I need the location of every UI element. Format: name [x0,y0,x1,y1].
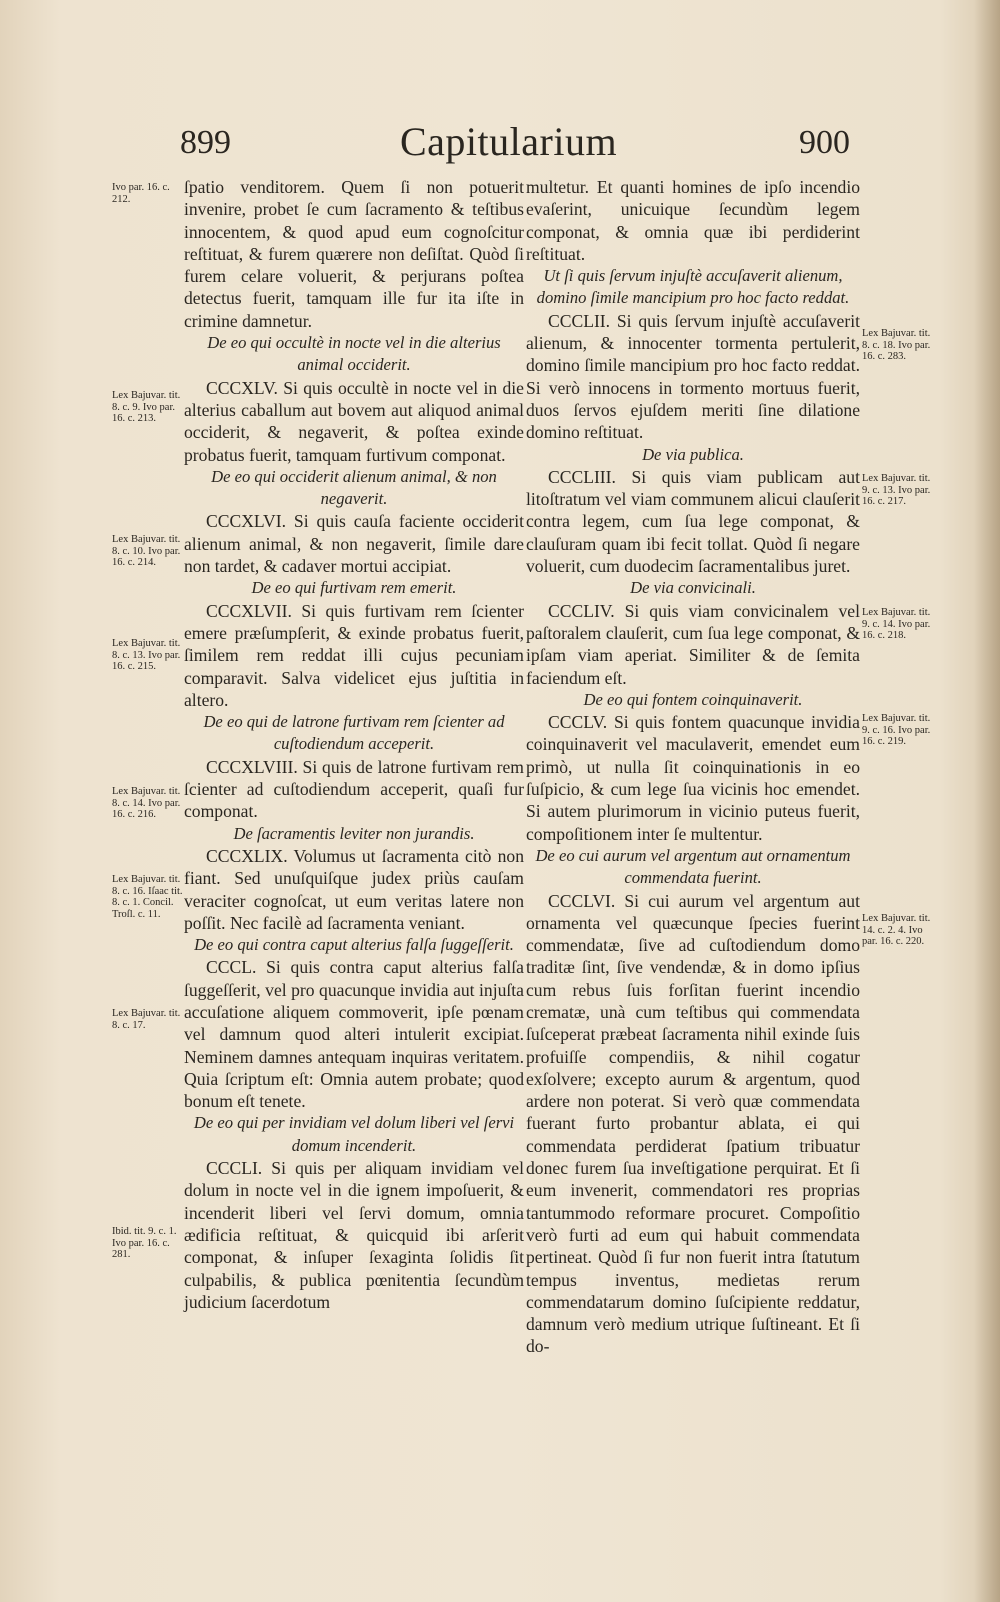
chapter-rubric: De eo qui de latrone furtivam rem ſcienter ad cuſtodiendum acceperit. [203,712,505,754]
page-number-left: 899 [180,124,231,161]
chapter-paragraph: CCCL. Si quis contra caput alterius falſa ſuggeſſerit, vel pro quacunque invidia aut injuſta accuſatione aliquem commoverit, ipſe pœnam vel damnum quod alteri intulerit excipiat. Neminem damnes antequam inquiras veritatem. Quia ſcriptum eſt: Omnia autem probate; quod bonum eſt tenete. [184,957,524,1112]
margin-citation: Lex Bajuvar. tit. 14. c. 2. 4. Ivo par. 16. c. 220. [862,913,931,947]
left-text-column [184,176,524,1313]
chapter-paragraph: CCCLIII. Si quis viam publicam aut litoſtratum vel viam communem alicui clauſerit contra legem, cum ſua lege componat, & clauſuram quam ibi fecit tollat. Quòd ſi negare voluerit, cum duodecim ſacramentalibus juret. [526,466,860,577]
chapter-paragraph: CCCLV. Si quis fontem quacunque invidia coinquinaverit vel maculaverit, emendet eum primò, ut nulla ſit coinquinationis in eo ſuſpicio, & cum lege ſua vicinis hoc emendet. Si autem plurimorum in vicinio puteus fuerit, compoſitionem inter ſe multentur. [526,712,860,844]
chapter-rubric: De eo qui per invidiam vel dolum liberi vel ſervi domum incenderit. [193,1113,515,1155]
chapter-paragraph: CCCLVI. Si cui aurum vel argentum aut ornamenta vel quæcunque ſpecies fuerint commendatæ, ſive ad cuſtodiendum domo traditæ ſint, ſive vendendæ, & in domo ipſius cum rebus ſuis forſitan fuerint incendio crematæ, unà cum teſtibus qui commendata ſuſceperat præbeat ſacramenta nihil exinde ſuis profuiſſe compendiis, & nihil cogatur exſolvere; excepto aurum & argentum, quod ardere non poterat. Si verò quæ commendata fuerant furto probantur ablata, ei qui commendata perdiderat ſpatium tribuatur donec furem ſua inveſtigatione perquirat. Et ſi eum invenerit, commendatori res proprias tantummodo reformare procuret. Compoſitio verò furti ad eum qui habuit commendata pertineat. Quòd ſi fur non fuerit intra ſtatutum tempus inventus, medietas rerum commendatarum domino ſuſcipiente reddatur, damnum verò medium utrique ſuſtineant. Et ſi do- [526,890,860,1357]
margin-citation: Lex Bajuvar. tit. 8. c. 10. Ivo par. 16. c. 214. [112,534,181,568]
chapter-rubric: Ut ſi quis ſervum injuſtè accuſaverit alienum, domino ſimile mancipium pro hoc facto reddat. [536,266,850,308]
margin-citation: Lex Bajuvar. tit. 9. c. 13. Ivo par. 16. c. 217. [862,473,931,507]
chapter-rubric: De via publica. [642,444,744,464]
margin-citation: Lex Bajuvar. tit. 9. c. 14. Ivo par. 16. c. 218. [862,607,931,641]
right-text-column [526,176,860,1358]
chapter-paragraph: CCCXLVII. Si quis furtivam rem ſcienter emere præſumpſerit, & exinde probatus fuerit, ſimilem rem reddat illi cujus pecuniam comparavit. Salva videlicet ejus juſtitia in altero. [184,600,524,710]
chapter-rubric: De via convicinali. [630,578,756,598]
chapter-rubric: De ſacramentis leviter non jurandis. [233,823,475,843]
margin-citation: Ivo par. 16. c. 212. [112,182,170,205]
page-edge-shadow [974,0,1000,1602]
chapter-rubric: De eo qui contra caput alterius falſa ſuggeſſerit. [194,935,514,955]
chapter-paragraph: CCCLII. Si quis ſervum injuſtè accuſaverit alienum, & innocenter tormenta pertulerit, domino ſimile mancipium pro hoc facto reddat. Si verò innocens in tormento mortuus fuerit, duos ſervos ejuſdem meriti ſine dilatione domino reſtituat. [526,310,860,443]
margin-citation: Lex Bajuvar. tit. 8. c. 18. Ivo par. 16. c. 283. [862,328,931,362]
chapter-paragraph: ſpatio venditorem. Quem ſi non potuerit invenire, probet ſe cum ſacramento & teſtibus innocentem, & quod apud eum cognoſcitur reſtituat, & furem quærere non deſiſtat. Quòd ſi furem celare voluerit, & perjurans poſtea detectus fuerit, tamquam ille fur ita iſte in crimine damnetur. [184,177,524,331]
page-number-right: 900 [799,124,850,161]
chapter-rubric: De eo qui occultè in nocte vel in die alterius animal occiderit. [207,333,501,375]
chapter-paragraph: CCCXLV. Si quis occultè in nocte vel in die alterius caballum aut bovem aut aliquod animal occiderit, & negaverit, & poſtea exinde probatus fuerit, tamquam furtivum componat. [184,377,524,465]
margin-citation: Lex Bajuvar. tit. 8. c. 14. Ivo par. 16. c. 216. [112,786,181,820]
margin-citation: Lex Bajuvar. tit. 9. c. 16. Ivo par. 16. c. 219. [862,713,931,747]
chapter-paragraph: multetur. Et quanti homines de ipſo incendio evaſerint, unicuique ſecundùm legem componat, & omnia quæ ibi perdiderint reſtituat. [526,177,860,264]
margin-citation: Lex Bajuvar. tit. 8. c. 16. Iſaac tit. 8. c. 1. Concil. Troſl. c. 11. [112,874,183,920]
chapter-paragraph: CCCXLVI. Si quis cauſa faciente occiderit alienum animal, & non negaverit, ſimile dare non tardet, & cadaver mortui accipiat. [184,511,524,577]
margin-citation: Ibid. tit. 9. c. 1. Ivo par. 16. c. 281. [112,1226,177,1260]
chapter-paragraph: CCCXLVIII. Si quis de latrone furtivam rem ſcienter ad cuſtodiendum acceperit, quaſi fur componat. [184,756,524,822]
margin-citation: Lex Bajuvar. tit. 8. c. 17. [112,1008,181,1031]
chapter-rubric: De eo qui occiderit alienum animal, & non negaverit. [211,466,497,509]
margin-citation: Lex Bajuvar. tit. 8. c. 13. Ivo par. 16. c. 215. [112,638,181,672]
chapter-rubric: De eo cui aurum vel argentum aut ornamentum commendata fuerint. [535,845,851,888]
chapter-rubric: De eo qui furtivam rem emerit. [251,578,457,598]
page-header [180,118,850,174]
chapter-paragraph: CCCLIV. Si quis viam convicinalem vel paſtoralem clauſerit, cum ſua lege componat, & ipſam viam aperiat. Similiter & de ſemita faciendum eſt. [526,600,860,688]
chapter-paragraph: CCCXLIX. Volumus ut ſacramenta citò non fiant. Sed unuſquiſque judex priùs cauſam veraciter cognoſcat, ut eum veritas latere non poſſit. Nec facilè ad ſacramenta veniant. [184,845,524,933]
chapter-paragraph: CCCLI. Si quis per aliquam invidiam vel dolum in nocte vel in die ignem impoſuerit, & incenderit liberi vel ſervi domum, omnia ædificia reſtituat, & quicquid ibi arſerit componat, & inſuper ſexaginta ſolidis ſit culpabilis, & publica pœnitentia ſecundùm judicium ſacerdotum [184,1158,524,1312]
running-title: Capitularium [400,119,618,164]
chapter-rubric: De eo qui fontem coinquinaverit. [583,689,803,709]
margin-citation: Lex Bajuvar. tit. 8. c. 9. Ivo par. 16. c. 213. [112,390,181,424]
